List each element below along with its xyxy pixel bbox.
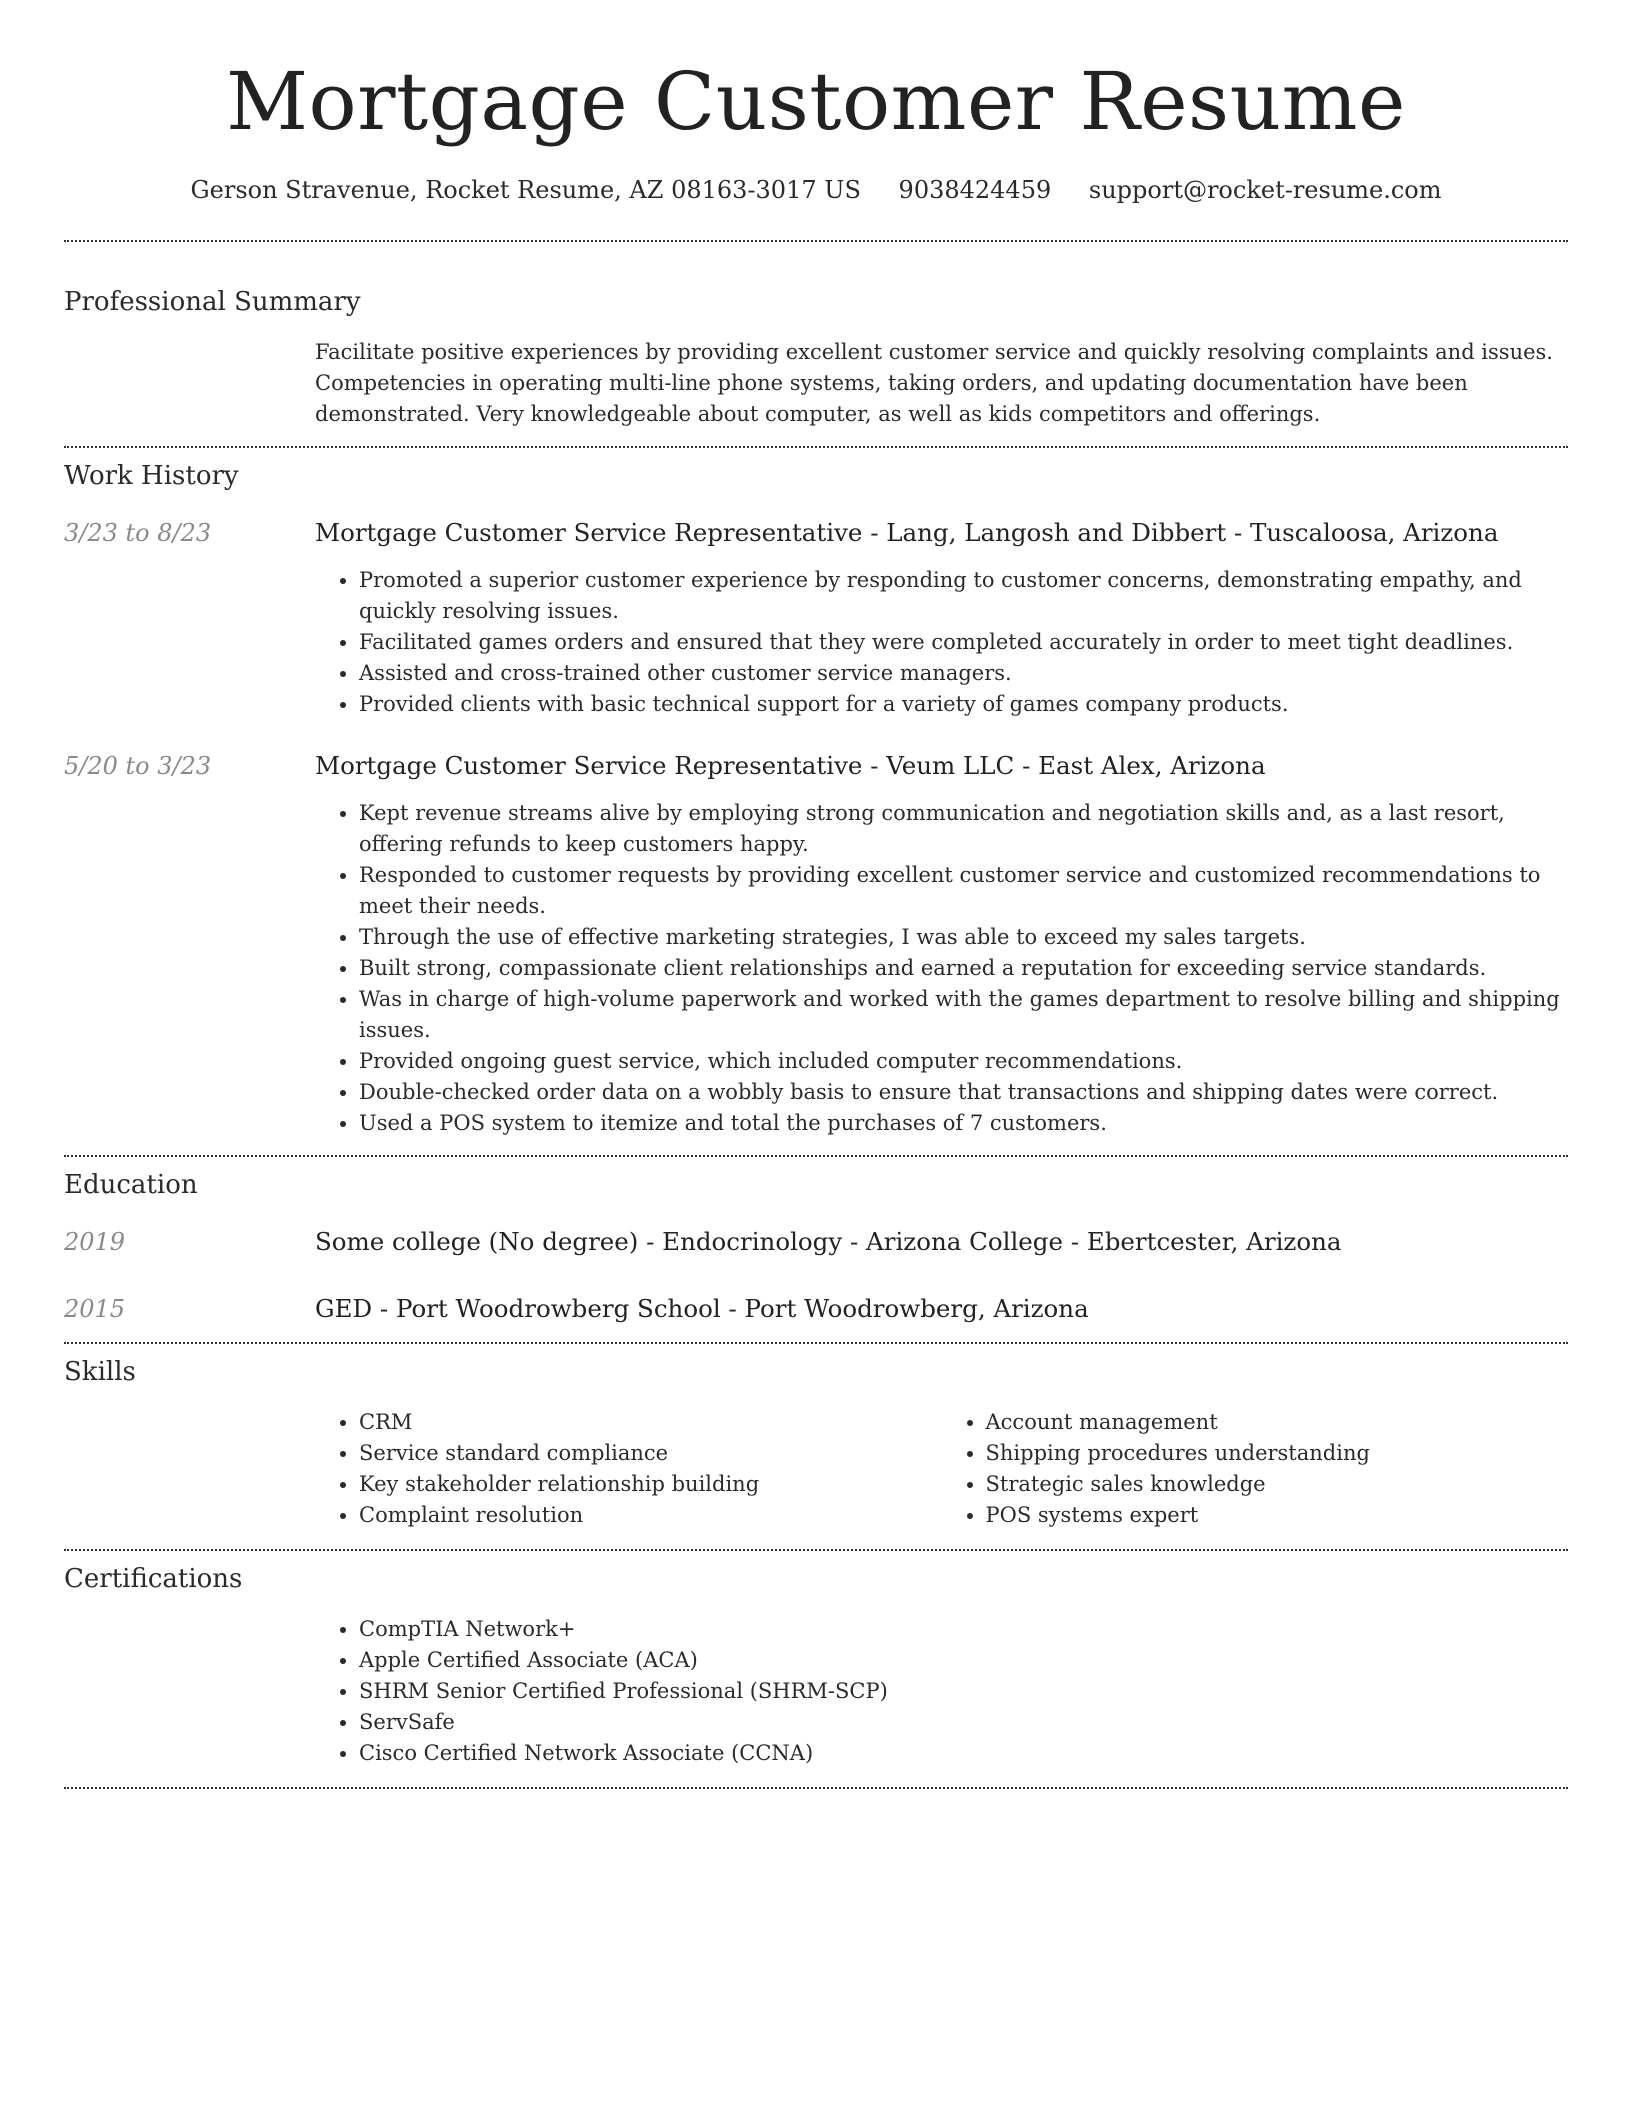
list-item: • Used a POS system to itemize and total the purchases of 7 customers. (359, 1108, 1568, 1139)
list-item: • Responded to customer requests by providing excellent customer service and customized recommendations to meet their needs. (359, 860, 1568, 922)
list-item: • Double-checked order data on a wobbly basis to ensure that transactions and shipping dates were correct. (359, 1077, 1568, 1108)
section-title-work: Work History (64, 461, 239, 491)
skills-list-right (942, 1407, 1569, 1531)
education-text: Some college (No degree) - Endocrinology - Arizona College - Ebertcester, Arizona (315, 1227, 1342, 1256)
certifications-list (315, 1614, 1568, 1769)
list-item: • CRM (359, 1407, 942, 1438)
skills-columns (315, 1407, 1568, 1531)
education-year: 2019 (64, 1228, 126, 1256)
section-title-summary: Professional Summary (64, 287, 361, 317)
list-item: • Account management (986, 1407, 1569, 1438)
job-bullets (315, 798, 1568, 1139)
job-entry (64, 750, 1568, 1139)
list-item: • Key stakeholder relationship building (359, 1469, 942, 1500)
job-bullets (315, 565, 1568, 720)
list-item: • POS systems expert (986, 1500, 1569, 1531)
list-item: • Cisco Certified Network Associate (CCNA) (359, 1738, 1568, 1769)
job-dates: 3/23 to 8/23 (64, 519, 212, 547)
list-item: • Kept revenue streams alive by employing strong communication and negotiation skills and, as a last resort, offering refunds to keep customers happy. (359, 798, 1568, 860)
resume-name: Mortgage Customer Resume (226, 55, 1406, 148)
list-item: • Shipping procedures understanding (986, 1438, 1569, 1469)
list-item: • Apple Certified Associate (ACA) (359, 1645, 1568, 1676)
job-entry (64, 517, 1568, 720)
contact-line (64, 174, 1568, 206)
list-item: • Assisted and cross-trained other customer service managers. (359, 658, 1568, 689)
list-item: • Was in charge of high-volume paperwork and worked with the games department to resolve billing and shipping issues. (359, 984, 1568, 1046)
education-year: 2015 (64, 1295, 126, 1323)
job-dates: 5/20 to 3/23 (64, 752, 212, 780)
list-item: • Service standard compliance (359, 1438, 942, 1469)
contact-address: Gerson Stravenue, Rocket Resume, AZ 08163-3017 US (190, 176, 861, 204)
education-text: GED - Port Woodrowberg School - Port Woodrowberg, Arizona (315, 1294, 1089, 1323)
list-item: • CompTIA Network+ (359, 1614, 1568, 1645)
list-item: • Through the use of effective marketing strategies, I was able to exceed my sales targets. (359, 922, 1568, 953)
contact-phone: 9038424459 (898, 176, 1052, 204)
skills-section (64, 1344, 1568, 1531)
section-title-education: Education (64, 1170, 198, 1200)
work-section (64, 448, 1568, 1139)
education-section (64, 1157, 1568, 1325)
list-item: • Provided ongoing guest service, which included computer recommendations. (359, 1046, 1568, 1077)
contact-email: support@rocket-resume.com (1088, 176, 1442, 204)
list-item: • ServSafe (359, 1707, 1568, 1738)
summary-text: Facilitate positive experiences by providing excellent customer service and quickly resolving complaints and issues. Competencies in operating multi-line phone systems, taking orders, and updating documentation have been demonstrated. Very knowledgeable about computer, as well as kids competitors and offerings. (315, 340, 1553, 426)
education-entry (64, 1293, 1568, 1325)
education-entry (64, 1226, 1568, 1258)
job-title: Mortgage Customer Service Representative - Lang, Langosh and Dibbert - Tuscaloosa, Arizona (315, 518, 1499, 547)
section-title-certifications: Certifications (64, 1564, 243, 1594)
list-item: • Built strong, compassionate client relationships and earned a reputation for exceeding service standards. (359, 953, 1568, 984)
list-item: • Facilitated games orders and ensured that they were completed accurately in order to meet tight deadlines. (359, 627, 1568, 658)
list-item: • Strategic sales knowledge (986, 1469, 1569, 1500)
summary-section (64, 242, 1568, 430)
job-title: Mortgage Customer Service Representative - Veum LLC - East Alex, Arizona (315, 751, 1266, 780)
certifications-section (64, 1551, 1568, 1769)
divider (64, 1787, 1568, 1789)
list-item: • Provided clients with basic technical support for a variety of games company products. (359, 689, 1568, 720)
skills-list-left (315, 1407, 942, 1531)
list-item: • SHRM Senior Certified Professional (SHRM-SCP) (359, 1676, 1568, 1707)
section-title-skills: Skills (64, 1357, 136, 1387)
resume-header (64, 0, 1568, 206)
list-item: • Complaint resolution (359, 1500, 942, 1531)
list-item: • Promoted a superior customer experience by responding to customer concerns, demonstrating empathy, and quickly resolving issues. (359, 565, 1568, 627)
